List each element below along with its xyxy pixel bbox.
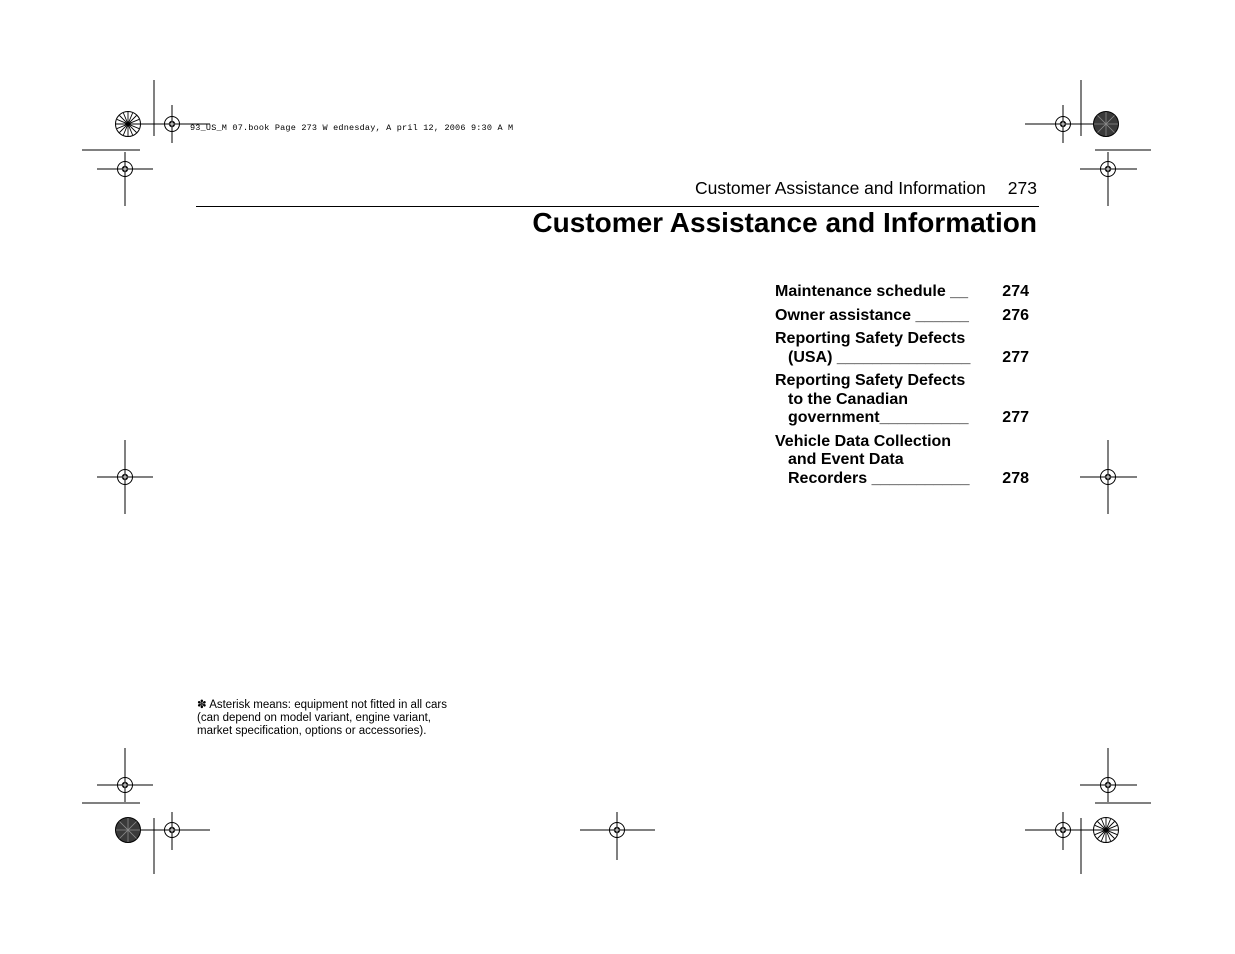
toc-item-page: 276 — [1002, 306, 1029, 324]
running-header — [695, 178, 1037, 199]
footnote-line: ✽ Asterisk means: equipment not fitted in all cars — [197, 699, 447, 711]
toc-item-label: Reporting Safety Defects — [775, 330, 966, 347]
toc-item-label: Vehicle Data Collection — [775, 432, 952, 450]
toc-item-page: 277 — [1002, 348, 1029, 366]
print-slug: 93_US_M 07.book Page 273 W ednesday, A pril 12, 2006 9:30 A M — [190, 123, 514, 133]
toc-item-label: Recorders ___________ — [788, 469, 970, 487]
toc-item-page: 277 — [1002, 409, 1029, 426]
page-number: 273 — [1007, 178, 1037, 198]
toc-item-label: government__________ — [788, 409, 969, 426]
toc-item-page: 278 — [1002, 469, 1029, 487]
asterisk-footnote — [197, 699, 447, 737]
toc-item-label: Owner assistance ______ — [775, 306, 969, 324]
toc-item-maintenance-schedule[interactable] — [775, 283, 1031, 302]
toc-item-label: and Event Data — [788, 451, 904, 468]
toc-item-label: Reporting Safety Defects — [775, 372, 966, 389]
running-header-title: Customer Assistance and Information — [694, 178, 986, 198]
toc-item-owner-assistance[interactable] — [775, 307, 1031, 326]
toc-item-vehicle-data-collection[interactable] — [775, 433, 1031, 489]
table-of-contents — [775, 283, 1031, 493]
toc-item-reporting-safety-defects-canada[interactable] — [775, 372, 1031, 428]
chapter-title: Customer Assistance and Information — [532, 207, 1037, 238]
footnote-line: market specification, options or accessories). — [197, 724, 427, 737]
footnote-line: (can depend on model variant, engine variant, — [197, 711, 431, 724]
toc-item-label: (USA) _______________ — [788, 348, 971, 366]
toc-item-label: to the Canadian — [788, 390, 909, 408]
toc-item-label: Maintenance schedule __ — [775, 283, 968, 300]
toc-item-page: 274 — [1002, 283, 1029, 300]
toc-item-reporting-safety-defects-usa[interactable] — [775, 330, 1031, 367]
